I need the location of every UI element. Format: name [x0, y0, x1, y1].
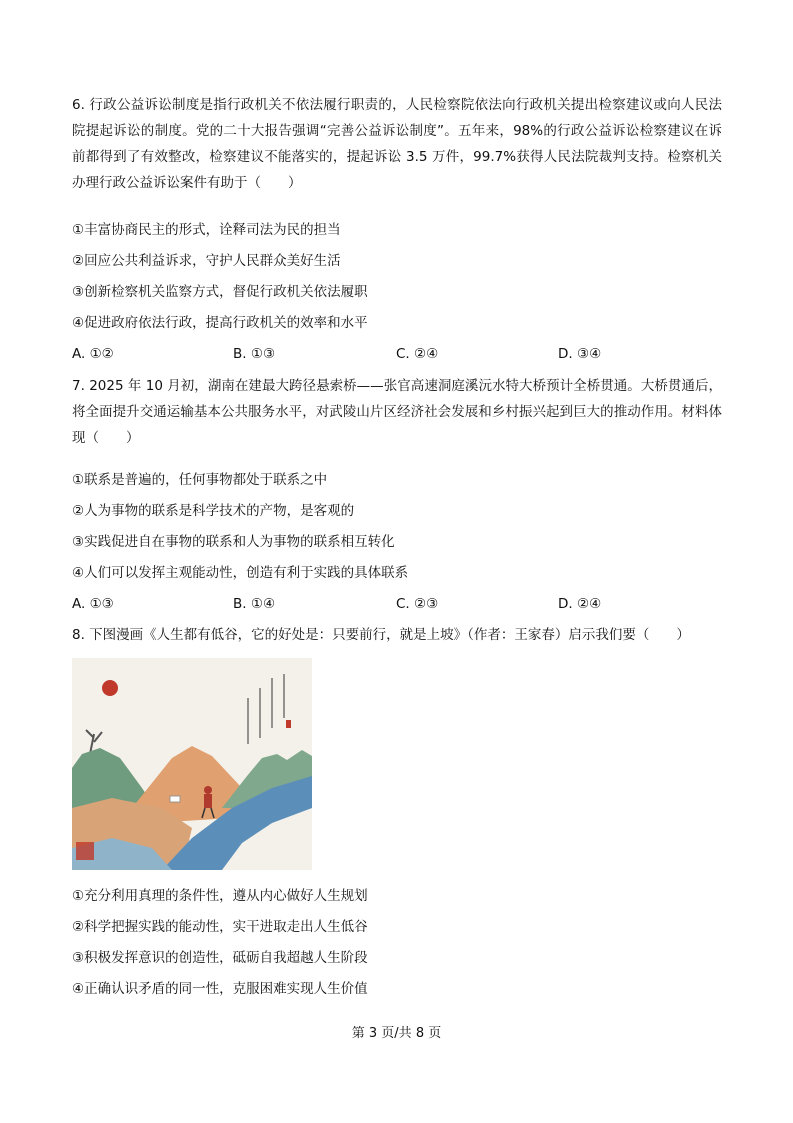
sun-icon: [102, 680, 118, 696]
q6-item-3: ③创新检察机关监察方式，督促行政机关依法履职: [72, 284, 368, 300]
q6-option-c: C. ②④: [396, 346, 439, 362]
q8-item-4: ④正确认识矛盾的同一性，克服困难实现人生价值: [72, 981, 368, 997]
q8-stem: 8. 下图漫画《人生都有低谷，它的好处是：只要前行，就是上坡》（作者：王家春）启示我们要（ ）: [72, 627, 690, 643]
cartoon-illustration: [72, 658, 312, 870]
q7-option-b: B. ①④: [233, 596, 276, 612]
q7-stem: 7. 2025 年 10 月初，湖南在建最大跨径悬索桥——张官高速洞庭溪沅水特大桥预计全桥贯通。大桥贯通后，将全面提升交通运输基本公共服务水平，对武陵山片区经济社会发展和乡村振兴起到巨大的推动作用。材料体现（ ）: [72, 378, 722, 446]
page-footer: 第 3 页/共 8 页: [351, 1026, 442, 1041]
q8-item-3: ③积极发挥意识的创造性，砥砺自我超越人生阶段: [72, 950, 368, 966]
q6-option-b: B. ①③: [233, 346, 276, 362]
q7-item-2: ②人为事物的联系是科学技术的产物，是客观的: [72, 503, 355, 519]
q6-option-a: A. ①②: [72, 346, 114, 362]
q6-item-4: ④促进政府依法行政，提高行政机关的效率和水平: [72, 315, 368, 331]
q6-item-1: ①丰富协商民主的形式，诠释司法为民的担当: [72, 222, 341, 238]
q7-item-3: ③实践促进自在事物的联系和人为事物的联系相互转化: [72, 534, 395, 550]
q8-item-1: ①充分利用真理的条件性，遵从内心做好人生规划: [72, 888, 368, 904]
cartoon-image: [72, 658, 312, 870]
q7-item-4: ④人们可以发挥主观能动性，创造有利于实践的具体联系: [72, 565, 409, 581]
q6-stem: 6. 行政公益诉讼制度是指行政机关不依法履行职责的，人民检察院依法向行政机关提出检察建议或向人民法院提起诉讼的制度。党的二十大报告强调“完善公益诉讼制度”。五年来，98%的行政公益诉讼检察建议在诉前都得到了有效整改，检察建议不能落实的，提起诉讼 3.5 万件，99.7%获得人民法院裁判支持。检察机关办理行政公益诉讼案件有助于（ ）: [72, 97, 722, 191]
q7-option-a: A. ①③: [72, 596, 114, 612]
q7-option-c: C. ②③: [396, 596, 439, 612]
q8-item-2: ②科学把握实践的能动性，实干进取走出人生低谷: [72, 919, 368, 935]
q7-item-1: ①联系是普遍的，任何事物都处于联系之中: [72, 472, 328, 488]
q6-item-2: ②回应公共利益诉求，守护人民群众美好生活: [72, 253, 341, 269]
q7-option-d: D. ②④: [558, 596, 602, 612]
q6-option-d: D. ③④: [558, 346, 602, 362]
